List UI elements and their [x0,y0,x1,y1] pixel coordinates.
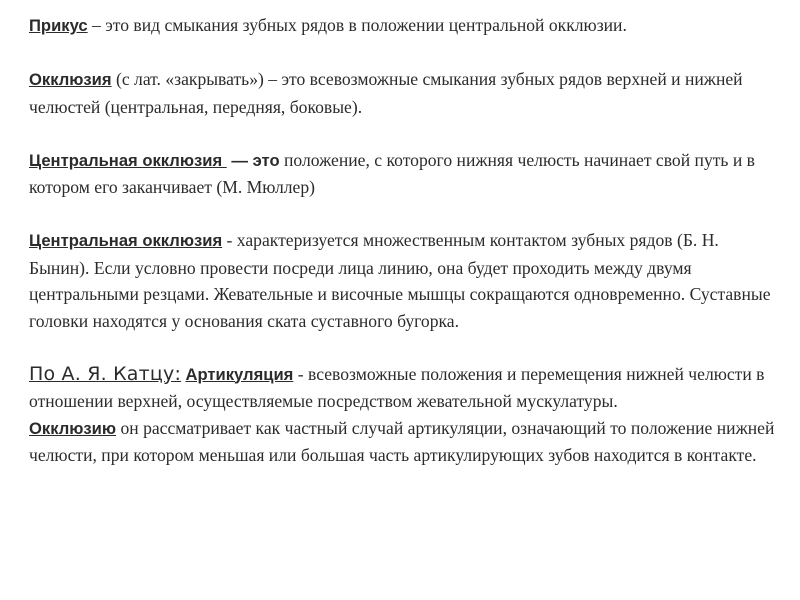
paragraph-central-occlusion-bynin [29,227,779,334]
term-articulation: Артикуляция [185,364,294,384]
definition-prikus: – это вид смыкания зубных рядов в положении центральной окклюзии. [87,15,627,35]
em-dash: — [226,150,253,170]
term-central-occlusion-2: Центральная окклюзия [29,231,223,250]
term-occlusion-katz: Окклюзию [29,418,117,438]
author-katz: По А. Я. Катцу: [29,362,182,385]
paragraph-articulation [29,361,779,415]
definition-central-occlusion-muller: положение, с которого нижняя челюсть начинает свой путь и в котором его заканчивает (М. Мюллер) [29,149,755,197]
term-central-occlusion: Центральная окклюзия [29,150,227,170]
definition-occlusion-katz: он рассматривает как частный случай артикуляции, означающий то положение нижней челюсти, при котором меньшая или большая часть артикулирующих зубов находится в контакте. [29,417,775,465]
document-body [29,12,779,469]
paragraph-okklyuziya [29,66,779,120]
bold-word-eto: это [252,150,280,170]
definition-articulation: - всевозможные положения и перемещения нижней челюсти в отношении верхней, осуществляемые посредством жевательной мускулатуры. [29,363,765,411]
term-okklyuziya: Окклюзия [29,70,112,89]
paragraph-prikus [29,12,779,40]
paragraph-occlusion-katz [29,415,779,469]
term-prikus: Прикус [29,16,88,35]
definition-okklyuziya: (с лат. «закрывать») – это всевозможные смыкания зубных рядов верхней и нижней челюстей (центральная, передняя, боковые). [29,69,743,117]
paragraph-central-occlusion-muller [29,147,779,201]
definition-central-occlusion-bynin: - характеризуется множественным контактом зубных рядов (Б. Н. Бынин). Если условно провести посреди лица линию, она будет проходить между двумя центральными резцами. Жевательные и височные мышцы сокращаются одновременно. Суставные головки находятся у основания ската суставного бугорка. [29,230,771,331]
